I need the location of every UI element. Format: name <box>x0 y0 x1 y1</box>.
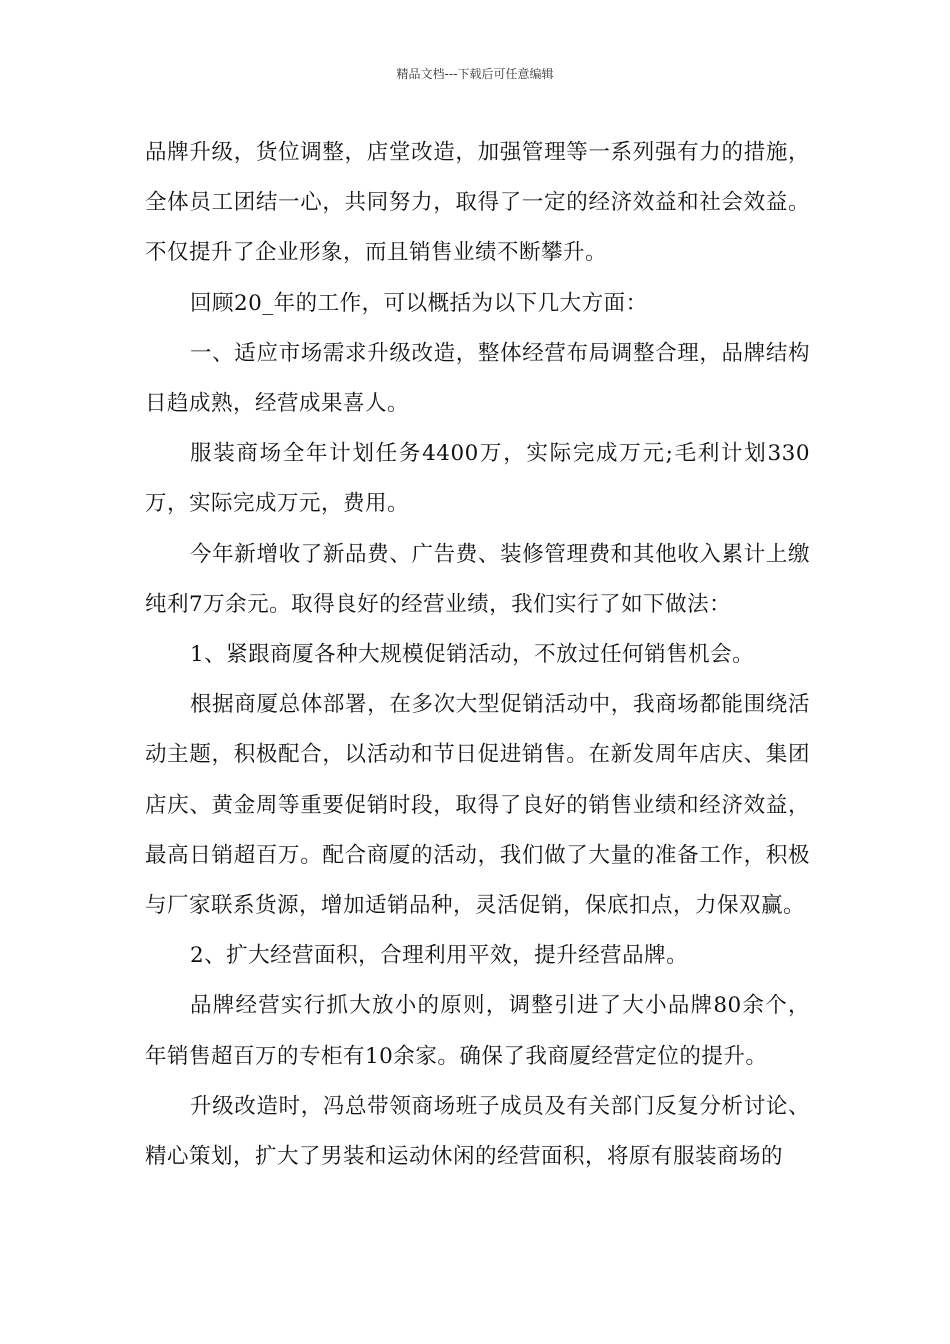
page-header: 精品文档---下载后可任意编辑 <box>396 67 554 81</box>
paragraph-5: 今年新增收了新品费、广告费、装修管理费和其他收入累计上缴纯利7万余元。取得良好的经营业绩，我们实行了如下做法： <box>145 541 810 617</box>
paragraph-3: 一、适应市场需求升级改造，整体经营布局调整合理，品牌结构日趋成熟，经营成果喜人。 <box>145 340 810 417</box>
paragraph-7: 根据商厦总体部署，在多次大型促销活动中，我商场都能围绕活动主题，积极配合，以活动和节日促进销售。在新发周年店庆、集团店庆、黄金周等重要促销时段，取得了良好的销售业绩和经济效益，最高日销超百万。配合商厦的活动，我们做了大量的准备工作，积极与厂家联系货源，增加适销品种，灵活促销，保底扣点，力保双赢。 <box>145 692 810 919</box>
paragraph-8: 2、扩大经营面积，合理利用平效，提升经营品牌。 <box>190 943 689 969</box>
paragraph-6: 1、紧跟商厦各种大规模促销活动，不放过任何销售机会。 <box>190 642 755 668</box>
paragraph-2: 回顾20_年的工作，可以概括为以下几大方面： <box>190 290 648 316</box>
paragraph-4: 服装商场全年计划任务4400万，实际完成万元;毛利计划330万，实际完成万元，费用。 <box>145 441 810 517</box>
paragraph-1: 品牌升级，货位调整，店堂改造，加强管理等一系列强有力的措施，全体员工团结一心，共同努力，取得了一定的经济效益和社会效益。不仅提升了企业形象，而且销售业绩不断攀升。 <box>145 140 810 266</box>
document-body <box>145 128 810 1182</box>
paragraph-9: 品牌经营实行抓大放小的原则，调整引进了大小品牌80余个，年销售超百万的专柜有10余家。确保了我商厦经营定位的提升。 <box>145 993 810 1069</box>
paragraph-10: 升级改造时，冯总带领商场班子成员及有关部门反复分析讨论、精心策划，扩大了男装和运动休闲的经营面积，将原有服装商场的 <box>145 1093 810 1170</box>
